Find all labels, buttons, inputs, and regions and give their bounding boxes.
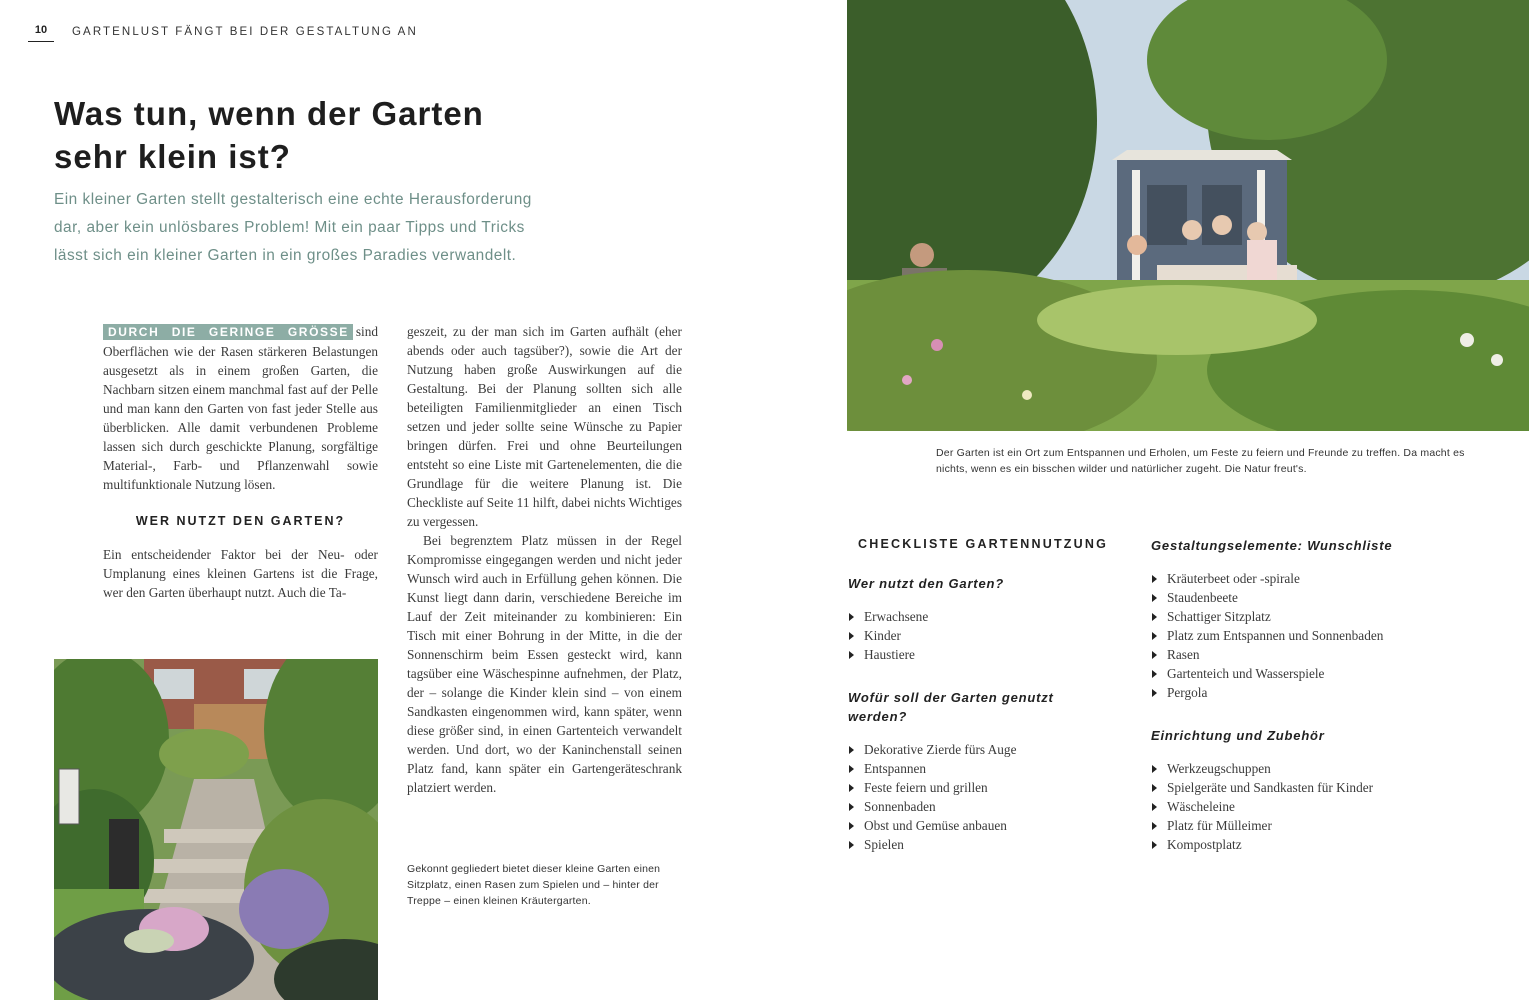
- bullet-triangle-icon: [849, 841, 854, 849]
- list-item: Spielen: [848, 835, 1017, 854]
- bullet-triangle-icon: [1152, 632, 1157, 640]
- list-item: Sonnenbaden: [848, 797, 1017, 816]
- bullet-triangle-icon: [1152, 822, 1157, 830]
- bullet-triangle-icon: [849, 803, 854, 811]
- intro-text: sind Oberflächen wie der Rasen stärkeren Belastungen ausgesetzt als in einem großen Garten, die Nachbarn sitzen einem manchmal fast auf der Pelle und man kann den Garten von fast jeder Stelle aus überblicken. Alle damit verbundenen Probleme lassen sich durch geschickte Planung, sorgfältige Material-, Farb- und Pflanzenwahl sowie multifunktionale Nutzung lösen.: [103, 324, 378, 492]
- bullet-triangle-icon: [1152, 784, 1157, 792]
- accessories-list: [1151, 759, 1373, 854]
- wishlist-title: Gestaltungselemente: Wunschliste: [1151, 538, 1393, 553]
- list-item: Obst und Gemüse anbauen: [848, 816, 1017, 835]
- checklist-group-1-heading: Wer nutzt den Garten?: [848, 576, 1004, 591]
- checklist-group-1-list: [848, 607, 928, 664]
- intro-paragraph: [103, 322, 378, 494]
- text-column-2: [407, 322, 682, 797]
- page-title-line-2: sehr klein ist?: [54, 138, 291, 175]
- checklist-group-2-heading: Wofür soll der Garten genutzt werden?: [848, 690, 1054, 724]
- page-title: [54, 92, 574, 178]
- list-item: Wäscheleine: [1151, 797, 1373, 816]
- list-item: Entspannen: [848, 759, 1017, 778]
- bullet-triangle-icon: [849, 765, 854, 773]
- paragraph-2-start: Ein entscheidender Faktor bei der Neu- oder Umplanung eines kleinen Gartens ist die Frage, wer den Garten überhaupt nutzt. Auch die Ta-: [103, 547, 378, 600]
- list-item: Haustiere: [848, 645, 928, 664]
- list-item: Feste feiern und grillen: [848, 778, 1017, 797]
- list-item: Erwachsene: [848, 607, 928, 626]
- bullet-triangle-icon: [1152, 689, 1157, 697]
- small-photo-caption: Gekonnt gegliedert bietet dieser kleine Garten einen Sitzplatz, einen Rasen zum Spielen und – hinter der Treppe – einen kleinen Kräutergarten.: [407, 863, 661, 907]
- subheading: WER NUTZT DEN GARTEN?: [135, 514, 346, 528]
- list-item: Pergola: [1151, 683, 1383, 702]
- bullet-triangle-icon: [1152, 803, 1157, 811]
- list-item: Dekorative Zierde fürs Auge: [848, 740, 1017, 759]
- checklist-group-2-list: [848, 740, 1017, 854]
- list-item: Schattiger Sitzplatz: [1151, 607, 1383, 626]
- bullet-triangle-icon: [1152, 575, 1157, 583]
- bullet-triangle-icon: [849, 613, 854, 621]
- page-number: 10: [28, 24, 54, 42]
- paragraph-3: Bei begrenztem Platz müssen in der Regel Kompromisse eingegangen werden und nicht jeder Wunsch wird auch in Erfüllung gehen können. Die Kunst liegt dann darin, verschiedene Bereiche im Lauf der Zeit miteinander zu kombinieren: Ein Tisch mit einer Bohrung in der Mitte, in die der Sonnenschirm beim Essen gesteckt wird, kann tagsüber eine Wäschespinne aufnehmen, der Platz, der – solange die Kinder klein sind – von einem Sandkasten eingenommen wird, kann später, wenn diese größer sind, in einen Gartenteich verwandelt werden. Und dort, wo der Kaninchenstall seinen Platz fand, kann später ein Gartengeräteschrank platziert werden.: [407, 533, 682, 795]
- checklist-title: CHECKLISTE GARTENNUTZUNG: [858, 537, 1109, 551]
- large-garden-photo: [847, 0, 1529, 431]
- accessories-heading: Einrichtung und Zubehör: [1151, 728, 1325, 743]
- bullet-triangle-icon: [849, 746, 854, 754]
- list-item: Staudenbeete: [1151, 588, 1383, 607]
- small-garden-photo: [54, 659, 378, 1000]
- list-item: Kompostplatz: [1151, 835, 1373, 854]
- list-item: Gartenteich und Wasserspiele: [1151, 664, 1383, 683]
- bullet-triangle-icon: [1152, 670, 1157, 678]
- page-title-line-1: Was tun, wenn der Garten: [54, 95, 484, 132]
- list-item: Kinder: [848, 626, 928, 645]
- bullet-triangle-icon: [1152, 651, 1157, 659]
- bullet-triangle-icon: [849, 651, 854, 659]
- bullet-triangle-icon: [1152, 841, 1157, 849]
- list-item: Kräuterbeet oder -spirale: [1151, 569, 1383, 588]
- bullet-triangle-icon: [1152, 765, 1157, 773]
- list-item: Werkzeugschuppen: [1151, 759, 1373, 778]
- bullet-triangle-icon: [849, 784, 854, 792]
- paragraph-2-continued: geszeit, zu der man sich im Garten aufhält (eher abends oder auch tagsüber?), sowie die Art der Nutzung haben große Auswirkungen auf die Gestaltung. Bei der Planung sollten sich alle beteiligten Familienmitglieder an einen Tisch setzen und jeder sollte seine Wünsche zu Papier bringen dürfen. Frei und ohne Beurteilungen entsteht so eine Liste mit Gartenelementen, die die Grundlage für die weitere Planung ist. Die Checkliste auf Seite 11 hilft, dabei nichts Wichtiges zu vergessen.: [407, 324, 682, 529]
- list-item: Rasen: [1151, 645, 1383, 664]
- bullet-triangle-icon: [849, 822, 854, 830]
- lead-paragraph: Ein kleiner Garten stellt gestalterisch eine echte Herausforderung dar, aber kein unlösbares Problem! Mit ein paar Tipps und Tricks lässt sich ein kleiner Garten in ein großes Paradies verwandelt.: [54, 191, 532, 264]
- bullet-triangle-icon: [849, 632, 854, 640]
- list-item: Spielgeräte und Sandkasten für Kinder: [1151, 778, 1373, 797]
- large-photo-caption: Der Garten ist ein Ort zum Entspannen und Erholen, um Feste zu feiern und Freunde zu treffen. Da macht es nichts, wenn es ein bisschen wilder und natürlicher zugeht. Die Natur freut's.: [936, 447, 1465, 475]
- list-item: Platz zum Entspannen und Sonnenbaden: [1151, 626, 1383, 645]
- text-column-1: [103, 322, 378, 602]
- wishlist-list: [1151, 569, 1383, 702]
- intro-highlight: DURCH DIE GERINGE GRÖSSE: [103, 324, 353, 340]
- running-head: GARTENLUST FÄNGT BEI DER GESTALTUNG AN: [72, 26, 418, 38]
- bullet-triangle-icon: [1152, 594, 1157, 602]
- bullet-triangle-icon: [1152, 613, 1157, 621]
- list-item: Platz für Mülleimer: [1151, 816, 1373, 835]
